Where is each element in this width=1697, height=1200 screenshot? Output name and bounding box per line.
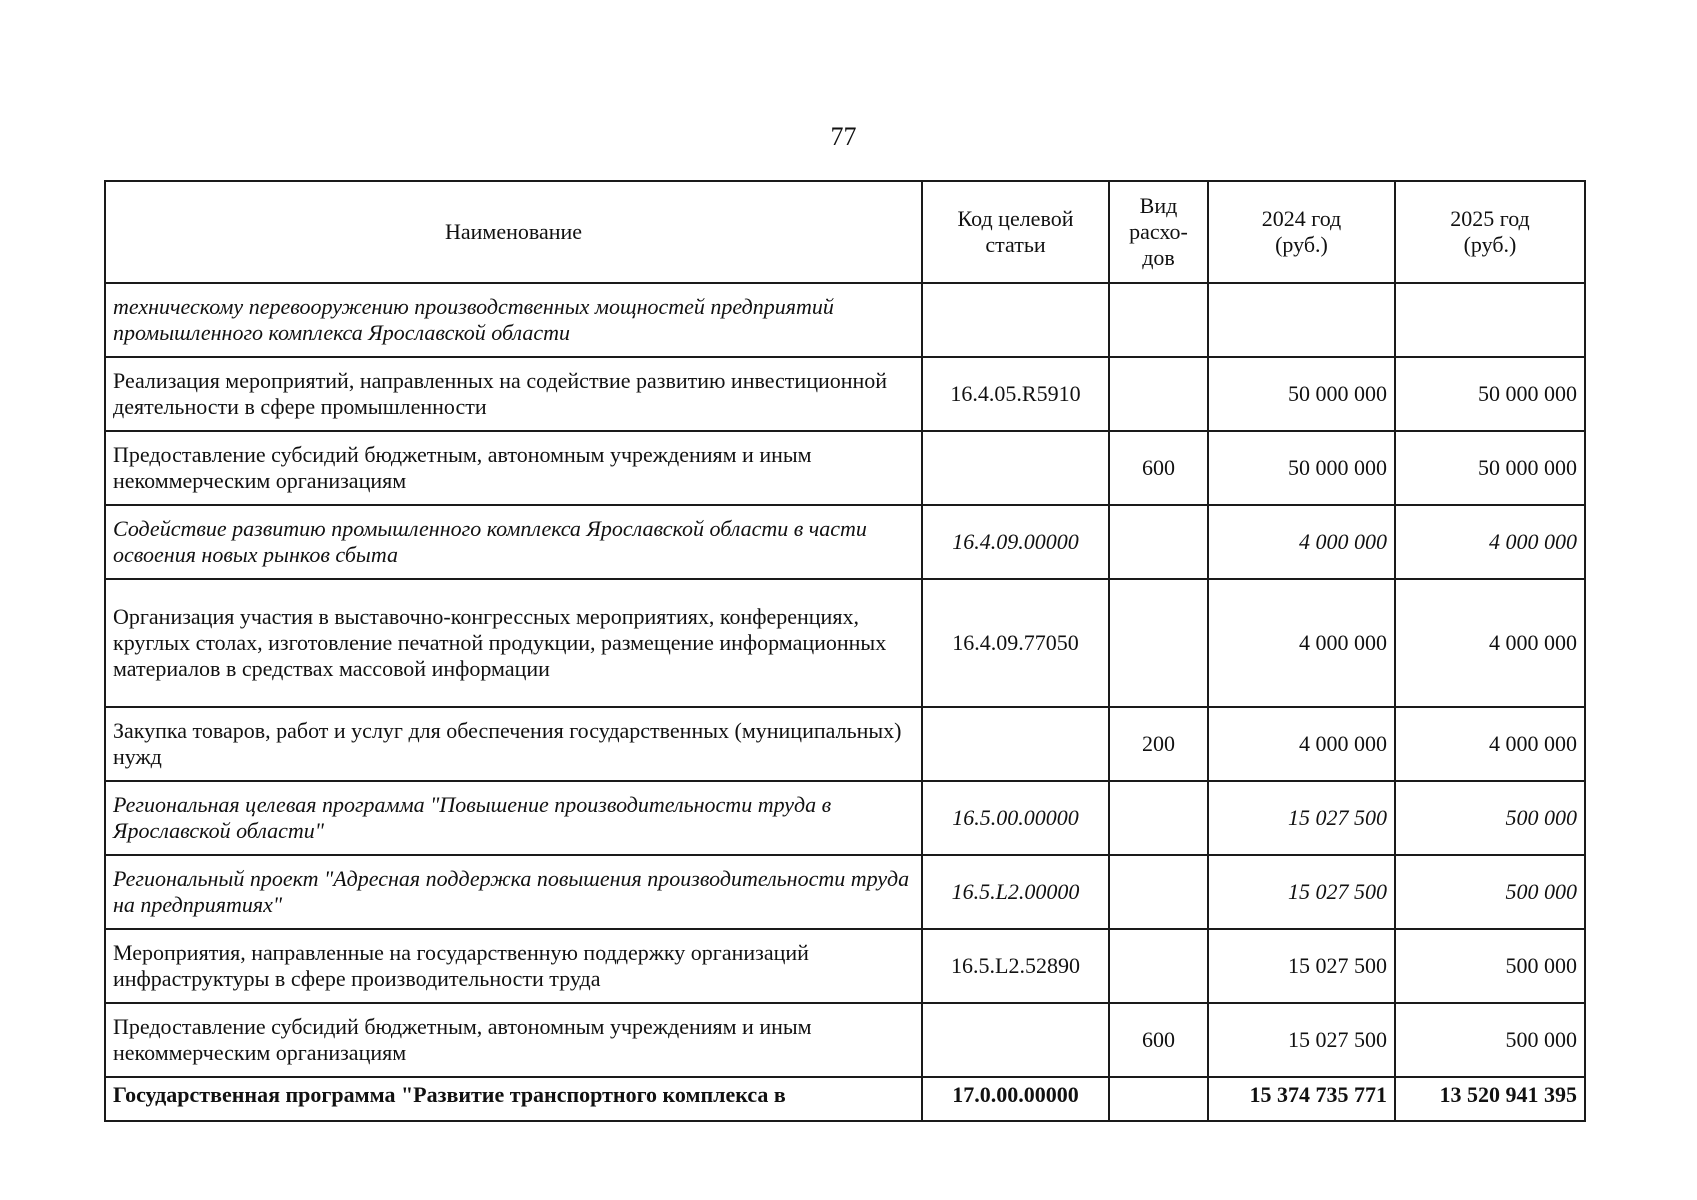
cell-2024: 15 027 500 bbox=[1208, 781, 1395, 855]
table-row bbox=[105, 431, 1585, 505]
cell-kind bbox=[1109, 357, 1208, 431]
cell-code: 16.4.05.R5910 bbox=[922, 357, 1109, 431]
cell-2024: 50 000 000 bbox=[1208, 357, 1395, 431]
cell-2024 bbox=[1208, 283, 1395, 357]
cell-code bbox=[922, 431, 1109, 505]
cell-code bbox=[922, 707, 1109, 781]
cell-kind bbox=[1109, 1077, 1208, 1121]
budget-table bbox=[104, 180, 1586, 1122]
cell-2024: 4 000 000 bbox=[1208, 579, 1395, 707]
cell-code: 16.5.L2.00000 bbox=[922, 855, 1109, 929]
header-year-2024: 2024 год (руб.) bbox=[1208, 181, 1395, 283]
table-row bbox=[105, 283, 1585, 357]
cell-2025: 500 000 bbox=[1395, 781, 1585, 855]
cell-2025: 4 000 000 bbox=[1395, 579, 1585, 707]
cell-code: 17.0.00.00000 bbox=[922, 1077, 1109, 1121]
cell-code: 16.4.09.00000 bbox=[922, 505, 1109, 579]
cell-kind bbox=[1109, 929, 1208, 1003]
cell-2025: 500 000 bbox=[1395, 929, 1585, 1003]
cell-code bbox=[922, 1003, 1109, 1077]
table-row bbox=[105, 505, 1585, 579]
cell-2024: 15 374 735 771 bbox=[1208, 1077, 1395, 1121]
table-row bbox=[105, 357, 1585, 431]
page-number: 77 bbox=[830, 122, 857, 151]
table-row bbox=[105, 707, 1585, 781]
header-target-code: Код целевой статьи bbox=[922, 181, 1109, 283]
cell-2024: 4 000 000 bbox=[1208, 707, 1395, 781]
table-row bbox=[105, 781, 1585, 855]
cell-code: 16.4.09.77050 bbox=[922, 579, 1109, 707]
cell-name: техническому перевооружению производственных мощностей предприятий промышленного комплекса Ярославской области bbox=[105, 283, 922, 357]
cell-kind bbox=[1109, 579, 1208, 707]
cell-2025: 4 000 000 bbox=[1395, 707, 1585, 781]
cell-kind: 600 bbox=[1109, 1003, 1208, 1077]
table-row bbox=[105, 1003, 1585, 1077]
table-header-row bbox=[105, 181, 1585, 283]
cell-name: Организация участия в выставочно-конгрессных мероприятиях, конференциях, круглых столах, изготовление печатной продукции, размещение информационных материалов в средствах массовой информации bbox=[105, 579, 922, 707]
cell-name: Региональный проект "Адресная поддержка повышения производительности труда на предприятиях" bbox=[105, 855, 922, 929]
cell-kind: 600 bbox=[1109, 431, 1208, 505]
header-name: Наименование bbox=[105, 181, 922, 283]
table-row bbox=[105, 1077, 1585, 1121]
cell-2024: 15 027 500 bbox=[1208, 855, 1395, 929]
cell-2025: 50 000 000 bbox=[1395, 357, 1585, 431]
cell-kind bbox=[1109, 283, 1208, 357]
cell-code: 16.5.L2.52890 bbox=[922, 929, 1109, 1003]
cell-name: Закупка товаров, работ и услуг для обеспечения государственных (муниципальных) нужд bbox=[105, 707, 922, 781]
cell-kind bbox=[1109, 505, 1208, 579]
cell-2024: 50 000 000 bbox=[1208, 431, 1395, 505]
cell-2024: 15 027 500 bbox=[1208, 1003, 1395, 1077]
cell-2025: 500 000 bbox=[1395, 855, 1585, 929]
cell-name: Предоставление субсидий бюджетным, автономным учреждениям и иным некоммерческим организациям bbox=[105, 1003, 922, 1077]
cell-name: Содействие развитию промышленного комплекса Ярославской области в части освоения новых рынков сбыта bbox=[105, 505, 922, 579]
cell-kind: 200 bbox=[1109, 707, 1208, 781]
cell-name: Государственная программа "Развитие транспортного комплекса в bbox=[105, 1077, 922, 1121]
cell-2024: 4 000 000 bbox=[1208, 505, 1395, 579]
cell-code bbox=[922, 283, 1109, 357]
table-row bbox=[105, 855, 1585, 929]
cell-name: Реализация мероприятий, направленных на содействие развитию инвестиционной деятельности в сфере промышленности bbox=[105, 357, 922, 431]
cell-name: Региональная целевая программа "Повышение производительности труда в Ярославской области" bbox=[105, 781, 922, 855]
cell-2024: 15 027 500 bbox=[1208, 929, 1395, 1003]
cell-name: Предоставление субсидий бюджетным, автономным учреждениям и иным некоммерческим организациям bbox=[105, 431, 922, 505]
cell-2025: 4 000 000 bbox=[1395, 505, 1585, 579]
table-row bbox=[105, 929, 1585, 1003]
cell-2025: 13 520 941 395 bbox=[1395, 1077, 1585, 1121]
table-row bbox=[105, 579, 1585, 707]
cell-kind bbox=[1109, 855, 1208, 929]
cell-kind bbox=[1109, 781, 1208, 855]
header-year-2025: 2025 год (руб.) bbox=[1395, 181, 1585, 283]
cell-code: 16.5.00.00000 bbox=[922, 781, 1109, 855]
cell-2025: 500 000 bbox=[1395, 1003, 1585, 1077]
cell-2025 bbox=[1395, 283, 1585, 357]
header-expense-kind: Вид расхо- дов bbox=[1109, 181, 1208, 283]
cell-2025: 50 000 000 bbox=[1395, 431, 1585, 505]
cell-name: Мероприятия, направленные на государственную поддержку организаций инфраструктуры в сфере производительности труда bbox=[105, 929, 922, 1003]
